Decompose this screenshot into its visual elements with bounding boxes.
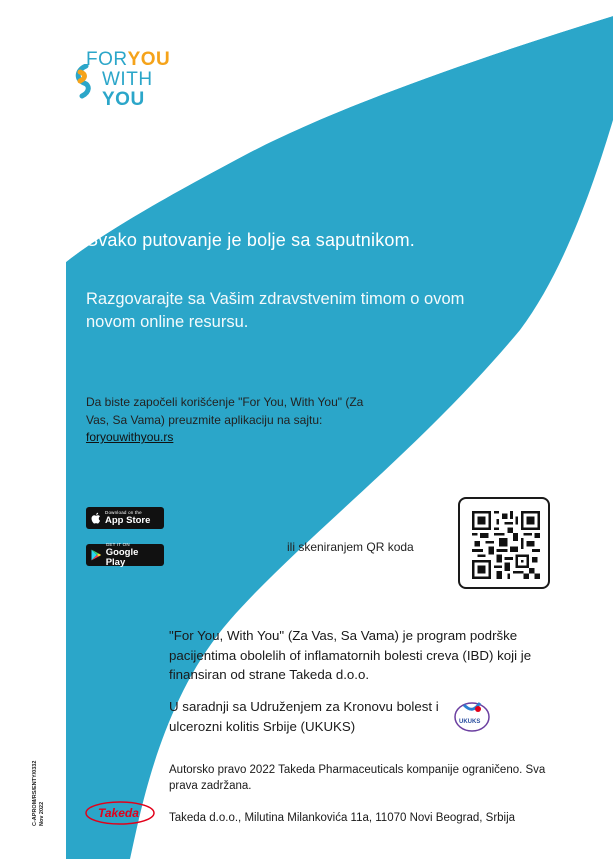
program-description: "For You, With You" (Za Vas, Sa Vama) je program podrške pacijentima obolelih of inflamatornih bolesti creva (IBD) koji je finansiran od strane Takeda d.o.o. [169,628,532,682]
svg-text:UKUKS: UKUKS [459,719,481,725]
for-you-with-you-logo [74,50,174,110]
subheadline: Razgovarajte sa Vašim zdravstvenim timom o ovom novom online resursu. [86,290,465,331]
copyright-text: Autorsko pravo 2022 Takeda Pharmaceuticals kompanije ograničeno. Sva prava zadržana. [169,764,546,792]
apple-icon [91,512,101,524]
logo-you-1: YOU [127,49,171,70]
logo-with: WITH [102,69,153,90]
app-store-big: App Store [105,515,151,526]
google-play-badge[interactable] [86,541,164,568]
document-code-line2: Nov 2022 [38,801,45,826]
instructions-text: Da biste započeli korišćenje "For You, With You" (Za Vas, Sa Vama) preuzmite aplikaciju na sajtu: [86,395,364,427]
document-code [32,761,45,826]
app-store-badge[interactable] [86,507,164,529]
ukuks-logo-icon [450,697,496,737]
headline: Svako putovanje je bolje sa saputnikom. [86,230,415,250]
takeda-logo-text: Takeda [98,806,139,820]
qr-code[interactable] [458,497,550,589]
qr-label: ili skeniranjem QR koda [287,540,414,554]
google-play-big: Google Play [105,547,139,568]
takeda-logo [84,800,156,826]
logo-swirl-icon [74,64,92,104]
google-play-small: GET IT ON [105,541,130,547]
qr-code-icon [472,511,540,579]
download-instructions [86,394,386,447]
address-text: Takeda d.o.o., Milutina Milankovića 11a, 11070 Novi Beograd, Srbija [169,812,516,824]
app-store-small: Download on the [105,509,142,515]
logo-you-2: YOU [102,89,145,110]
website-link[interactable]: foryouwithyou.rs [86,430,174,444]
logo-for: FOR [86,49,128,70]
collaboration-text: U saradnji sa Udruženjem za Kronovu bolest i ulcerozni kolitis Srbije (UKUKS) [169,699,439,734]
document-code-line1: C-APROM/RS/ENTY/0332 [32,760,38,826]
google-play-icon [91,549,102,561]
